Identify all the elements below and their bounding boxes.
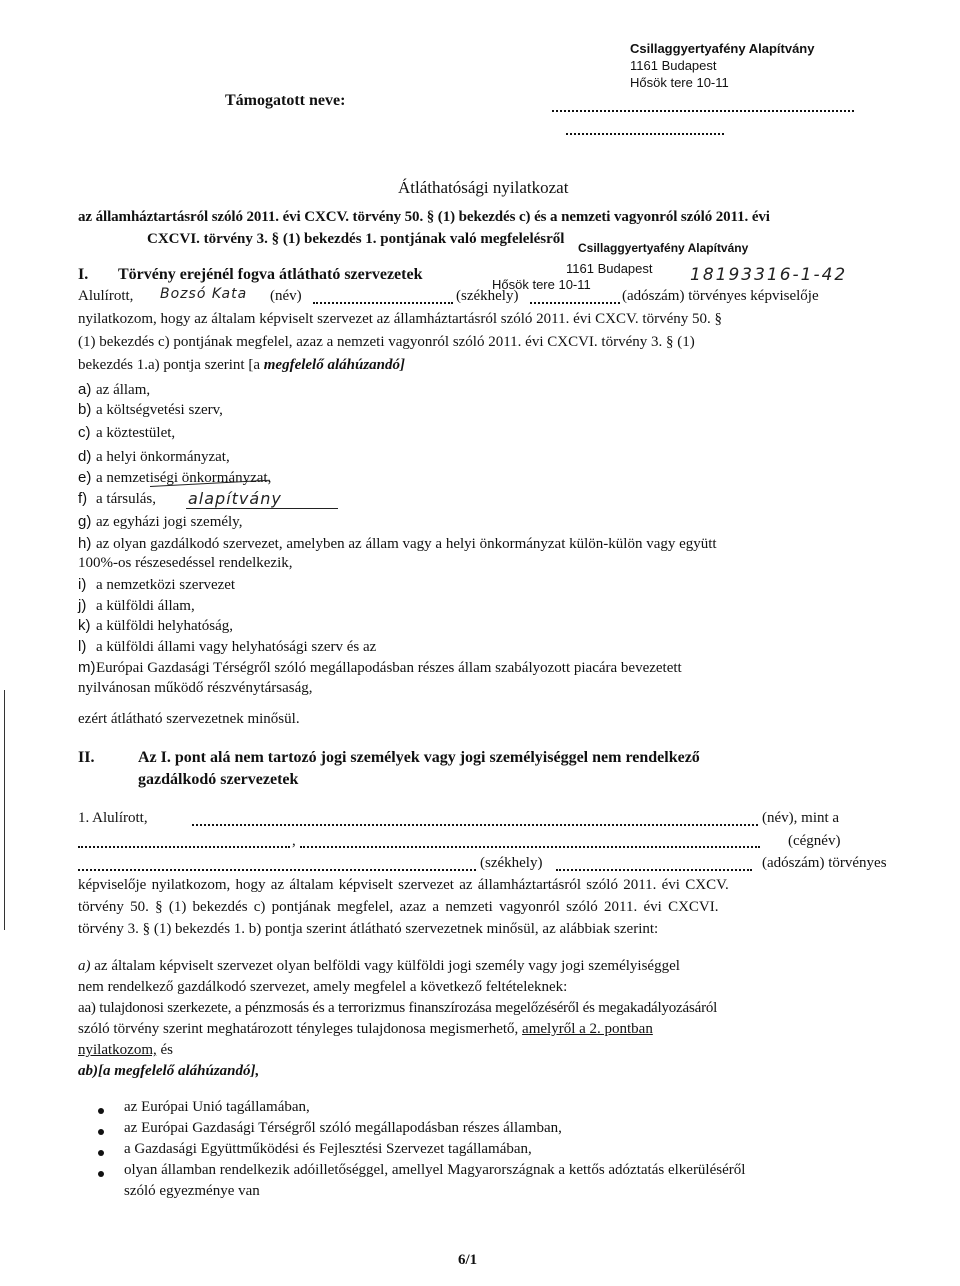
section1-list-item [78,638,376,656]
bullet-text-4-cont: szóló egyezménye van [124,1183,260,1199]
section2-p1-start: 1. Alulírott, [78,810,148,826]
section1-para-line-3-start: bekezdés 1.a) pontja szerint [a [78,357,264,373]
section1-list-item [78,680,313,697]
section2-adoszam-label: (adószám) törvényes [762,855,887,871]
list-item-key: b) [78,401,92,418]
section2-aa-line-3 [78,1042,173,1059]
list-item-key: f) [78,490,88,507]
list-item-text: a köztestület, [96,425,176,441]
section2-number: II. [78,749,95,766]
section2-aa-line-3-underlined: nyilatkozom, [78,1042,157,1058]
stamp-line-city: 1161 Budapest [630,58,717,73]
section2-heading-line-1: Az I. pont alá nem tartozó jogi személyek vagy jogi személyiséggel nem rendelkező [138,749,700,766]
list-item-text: az egyházi jogi személy, [96,514,243,530]
list-item-text: Európai Gazdasági Térségről szóló megállapodásban részes állam szabályozott piacára bevezetett [96,660,682,676]
list-item-key: m) [78,659,96,676]
section2-a-key: a) [78,958,91,974]
section1-list-item [78,535,717,553]
section1-number: I. [78,266,89,283]
bullet-text-1: az Európai Unió tagállamában, [124,1099,310,1115]
list-item-key: c) [78,424,91,441]
list-item-key: d) [78,448,92,465]
section1-list-item [78,659,682,677]
szekhely-field[interactable] [313,302,453,304]
bullet-text-2: az Európai Gazdasági Térségről szóló megállapodásban részes államban, [124,1120,562,1136]
section1-list-item [78,576,235,594]
section2-a-line-2: nem rendelkező gazdálkodó szervezet, amely megfelel a következő feltételeknek: [78,979,568,995]
list-item-text: az olyan gazdálkodó szervezet, amelyben az állam vagy a helyi önkormányzat külön-külön vagy együtt [96,536,717,552]
section1-list-item [78,448,230,466]
page-number: 6/1 [458,1252,478,1268]
section2-szekhely-label: (székhely) [480,855,543,871]
section1-list-item [78,490,156,508]
list-item-key: j) [78,597,87,614]
document-title: Átláthatósági nyilatkozat [398,178,569,197]
szekhely-label: (székhely) [456,288,519,304]
section1-para-line-3 [78,357,405,374]
section2-cegnev-label: (cégnév) [788,833,841,849]
supported-name-label: Támogatott neve: [225,92,346,109]
mid-stamp-street: Hősök tere 10-11 [492,277,591,292]
section1-para-line-2: (1) bekezdés c) pontjának megfelel, azaz a nemzeti vagyonról szóló 2011. évi CXCVI. törvény 3. § (1) [78,334,695,350]
section1-para-line-1: nyilatkozom, hogy az általam képviselt szervezet az államháztartásról szóló 2011. évi CXCV. törvény 50. § [78,311,722,327]
list-item-text: a nemzetközi szervezet [96,577,236,593]
mid-stamp-name: Csillaggyertyafény Alapítvány [578,241,749,255]
section2-aa-line-2 [78,1021,653,1038]
list-item-key: a) [78,381,92,398]
section1-list-item [78,424,175,442]
bullet-4 [98,1171,104,1177]
stamp-line-street: Hősök tere 10-11 [630,75,729,90]
section1-list-item [78,597,195,615]
section1-list-item [78,401,223,419]
bullet-text-4: olyan államban rendelkezik adóilletőséggel, amellyel Magyarországnak a kettős adóztatás elkerüléséről [124,1162,746,1178]
section2-aa-line-1: aa) tulajdonosi szerkezete, a pénzmosás és a terrorizmus finanszírozása megelőzéséről és megakadályozásáról [78,1000,718,1016]
list-item-key: l) [78,638,87,655]
list-item-text: 100%-os részesedéssel rendelkezik, [78,555,293,571]
section2-szekhely-field[interactable] [78,869,476,871]
subtitle-line-1: az államháztartásról szóló 2011. évi CXCV. törvény 50. § (1) bekezdés c) és a nemzeti vagyonról szóló 2011. évi [78,209,770,225]
section2-a-line-1-text: az általam képviselt szervezet olyan belföldi vagy külföldi jogi személy vagy jogi személyiséggel [90,958,680,974]
list-item-text: a helyi önkormányzat, [96,449,230,465]
handwritten-alapitvany: alapítvány [188,489,282,508]
list-item-key: e) [78,469,92,486]
handwritten-tax-number: 18193316-1-42 [690,265,848,285]
section2-aa-line-3-tail: és [156,1042,173,1058]
list-item-text: a társulás, [96,491,156,507]
supported-name-field[interactable] [552,110,854,112]
list-item-text: az állam, [96,382,151,398]
bullet-1 [98,1108,104,1114]
bullet-2 [98,1129,104,1135]
list-item-text: a külföldi helyhatóság, [96,618,234,634]
stamp-line-name: Csillaggyertyafény Alapítvány [630,41,815,56]
section2-aa-line-2-underlined: amelyről a 2. pontban [522,1021,653,1037]
list-item-text: a költségvetési szerv, [96,402,223,418]
section1-heading: Törvény erejénél fogva átlátható szervezetek [118,266,423,283]
section2-p1-line-4: képviselője nyilatkozom, hogy az általam képviselt szervezet az államháztartásról szóló 2011. évi CXCV. [78,877,729,893]
section2-comma: , [292,833,296,849]
list-item-text: nyilvánosan működő részvénytársaság, [78,680,313,696]
section2-nev-label: (név), mint a [762,810,840,826]
list-item-text: a külföldi állam, [96,598,195,614]
section1-list-item [78,381,150,399]
supported-name-field-line2[interactable] [566,133,724,135]
section2-cegnev-field-b[interactable] [300,846,760,848]
section2-p1-line-5: törvény 50. § (1) bekezdés c) pontjának megfelel, azaz a nemzeti vagyonról szóló 2011. évi CXCVI. [78,899,719,915]
section2-cegnev-field-a[interactable] [78,846,290,848]
adoszam-field[interactable] [530,302,620,304]
bullet-text-3: a Gazdasági Együttműködési és Fejlesztési Szervezet tagállamában, [124,1141,532,1157]
section2-a-line-1 [78,958,680,975]
section2-p1-line-6: törvény 3. § (1) bekezdés 1. b) pontja szerint átlátható szervezetnek minősül, az alábbiak szerint: [78,921,659,937]
section1-para-line-3-emphasis: megfelelő aláhúzandó] [263,357,405,373]
subtitle-line-2: CXCVI. törvény 3. § (1) bekezdés 1. pontjának való megfelelésről [147,231,565,247]
list-item-key: i) [78,576,87,593]
section1-conclusion: ezért átlátható szervezetnek minősül. [78,711,300,727]
section1-list-item [78,617,233,635]
bullet-3 [98,1150,104,1156]
section2-heading-line-2: gazdálkodó szervezetek [138,771,299,788]
section1-list-item [78,555,293,572]
mid-stamp-city: 1161 Budapest [566,261,653,276]
section1-list-item [78,513,242,531]
section2-ab-heading: ab)[a megfelelő aláhúzandó], [78,1063,260,1079]
list-item-key: h) [78,535,92,552]
adoszam-label: (adószám) törvényes képviselője [622,288,819,304]
handwritten-representative-name: Bozsó Kata [160,286,248,302]
section2-adoszam-field[interactable] [556,869,752,871]
list-item-text: a külföldi állami vagy helyhatósági szerv és az [96,639,377,655]
section2-aa-line-2-text: szóló törvény szerint meghatározott tényleges tulajdonosa megismerhető, [78,1021,523,1037]
alulirott-label: Alulírott, [78,288,134,304]
list-item-key: k) [78,617,91,634]
list-item-text: a nemzetiségi önkormányzat, [96,470,272,486]
nev-label: (név) [270,288,302,304]
organization-stamp [630,40,814,91]
section2-nev-field[interactable] [192,824,758,826]
scan-margin-line [4,690,5,930]
list-item-key: g) [78,513,92,530]
handwritten-underline [186,508,338,509]
